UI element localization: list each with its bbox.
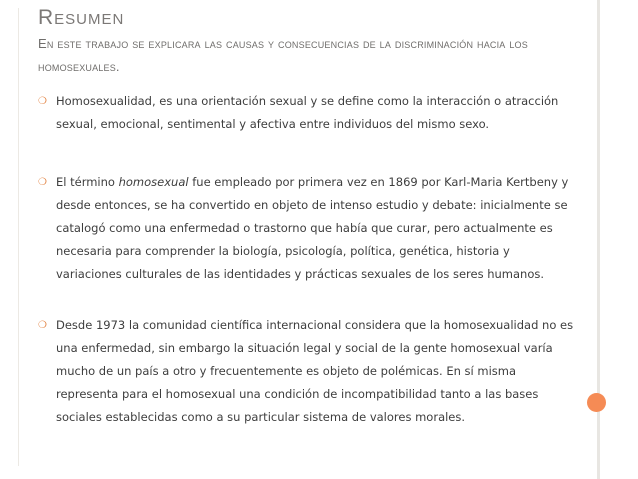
slide-title: Resumen (38, 6, 125, 29)
bullet-text-emphasis: homosexual (118, 175, 189, 189)
bullet-text-prefix: El término (56, 175, 119, 189)
bullet-circle-icon: ❍ (38, 96, 47, 107)
bullet-circle-icon: ❍ (38, 177, 47, 188)
bullet-circle-icon: ❍ (38, 320, 47, 331)
bullet-text: Desde 1973 la comunidad científica internacional considera que la homosexualidad no es una enfermedad, sin embargo la situación legal y social de la gente homosexual varía mucho de un país a otro y frecuentemente es objeto de polémicas. En sí misma representa para el homosexual una condición de incompatibilidad tanto a las bases sociales establecidas como a su particular sistema de valores morales. (56, 318, 574, 424)
bullet-text: Homosexualidad, es una orientación sexual y se define como la interacción o atracción sexual, emocional, sentimental y afectiva entre individuos del mismo sexo. (56, 94, 559, 131)
bullet-text-suffix: fue empleado por primera vez en 1869 por Karl-Maria Kertbeny y desde entonces, se ha convertido en objeto de intenso estudio y debate: inicialmente se catalogó como una enfermedad o trastorno que había que curar, pero actualmente es necesaria para comprender la biología, psicología, política, genética, historia y variaciones culturales de las identidades y prácticas sexuales de los seres humanos. (56, 175, 569, 281)
slide-subtitle: En este trabajo se explicara las causas y consecuencias de la discriminación hacia los homosexuales. (38, 36, 528, 74)
orange-accent-dot (587, 393, 606, 412)
bullet-text (56, 171, 578, 286)
